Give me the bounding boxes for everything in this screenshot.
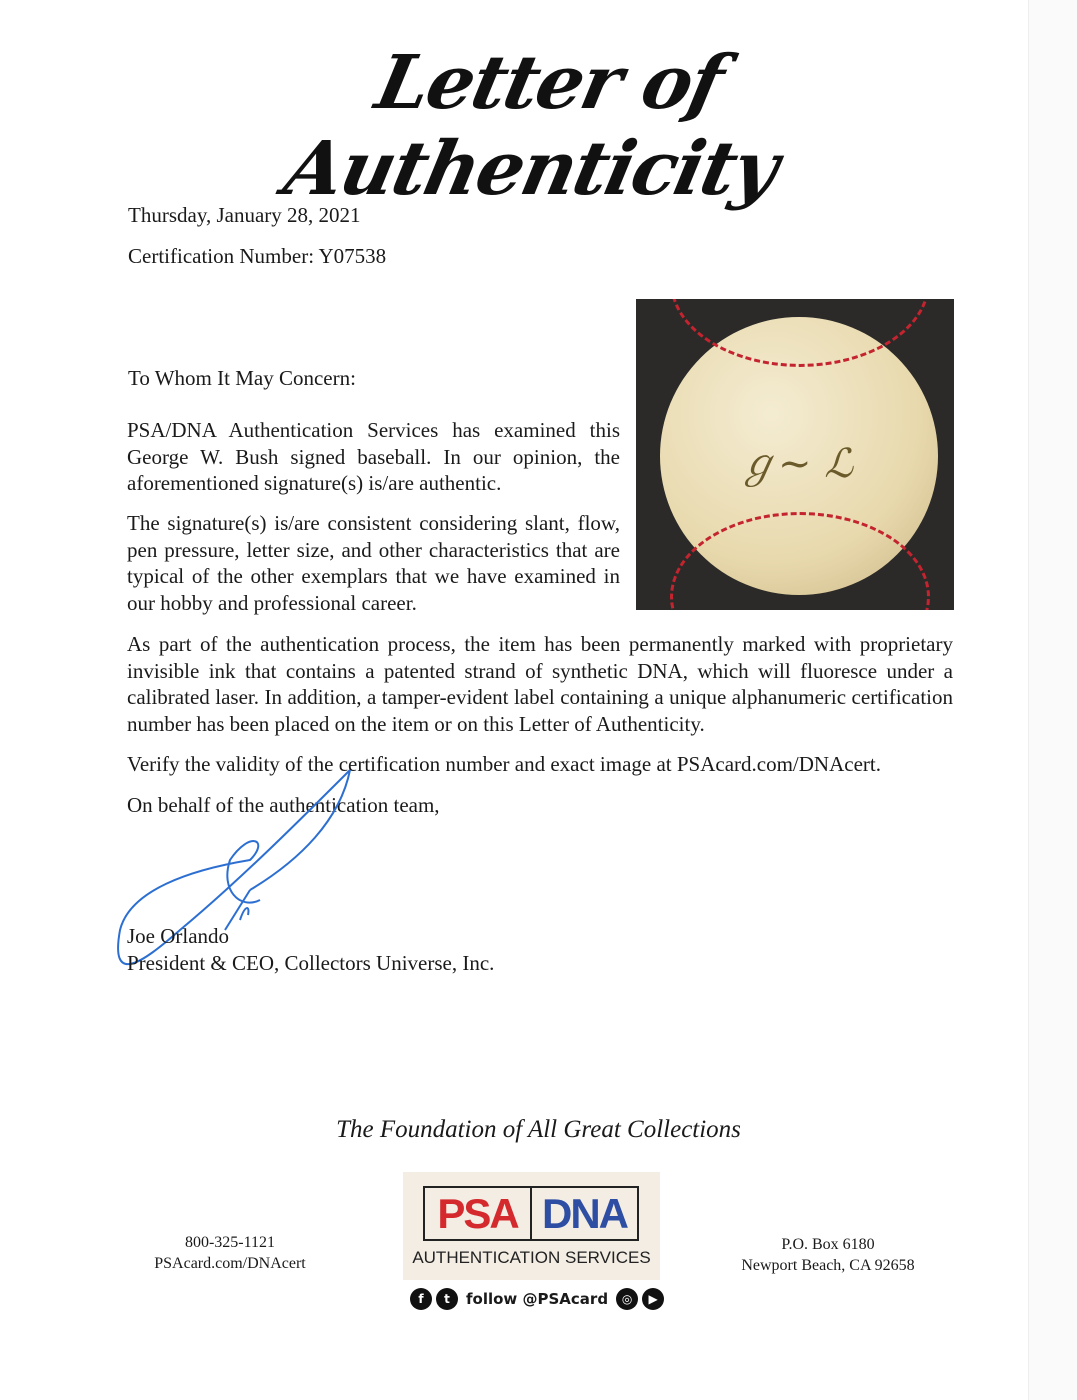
paragraph-process: As part of the authentication process, the item has been permanently marked with proprietary invisible ink that contains a patented strand of synthetic DNA, which will fluoresce under a calibrated laser. In addition, a tamper-evident label containing a unique alphanumeric certification number has been placed on the item or on this Letter of Authenticity. <box>127 632 953 736</box>
address-line1: P.O. Box 6180 <box>781 1236 875 1253</box>
closing-text: On behalf of the authentication team, <box>127 793 440 817</box>
tagline: The Foundation of All Great Collections <box>336 1116 741 1143</box>
baseball-image <box>660 317 938 595</box>
logo-subtitle: AUTHENTICATION SERVICES <box>412 1248 651 1267</box>
baseball-photo <box>636 299 954 610</box>
document-title: Letter of Authenticity <box>277 40 785 212</box>
footer-contact <box>130 1232 330 1274</box>
instagram-icon: ◎ <box>616 1288 638 1310</box>
twitter-icon: t <box>436 1288 458 1310</box>
ball-signature: ℊ~ ℒ <box>738 441 854 487</box>
logo-psa: PSA <box>425 1188 532 1239</box>
social-follow <box>410 1288 664 1310</box>
paragraph-consistency: The signature(s) is/are consistent considering slant, flow, pen pressure, letter size, and other characteristics that are typical of the other exemplars that we have examined in our hobby and professional career. <box>127 511 620 615</box>
youtube-icon: ▶ <box>642 1288 664 1310</box>
footer-phone: 800-325-1121 <box>184 1234 276 1251</box>
footer-address <box>718 1234 938 1276</box>
address-line2: Newport Beach, CA 92658 <box>741 1257 915 1274</box>
page-edge <box>1028 0 1077 1400</box>
facebook-icon: f <box>410 1288 432 1310</box>
signer-name: Joe Orlando <box>127 924 230 948</box>
certification-number: Certification Number: Y07538 <box>128 244 387 268</box>
follow-text: follow @PSAcard <box>466 1290 609 1308</box>
logo-dna: DNA <box>542 1189 627 1237</box>
psa-dna-logo <box>403 1172 660 1280</box>
signer-title: President & CEO, Collectors Universe, Inc. <box>127 951 495 975</box>
verify-text: Verify the validity of the certification number and exact image at PSAcard.com/DNAcert. <box>127 752 881 776</box>
paragraph-examination: PSA/DNA Authentication Services has examined this George W. Bush signed baseball. In our opinion, the aforementioned signature(s) is/are authentic. <box>127 418 620 495</box>
salutation: To Whom It May Concern: <box>128 366 356 390</box>
footer-url: PSAcard.com/DNAcert <box>154 1255 306 1272</box>
date: Thursday, January 28, 2021 <box>128 203 361 227</box>
